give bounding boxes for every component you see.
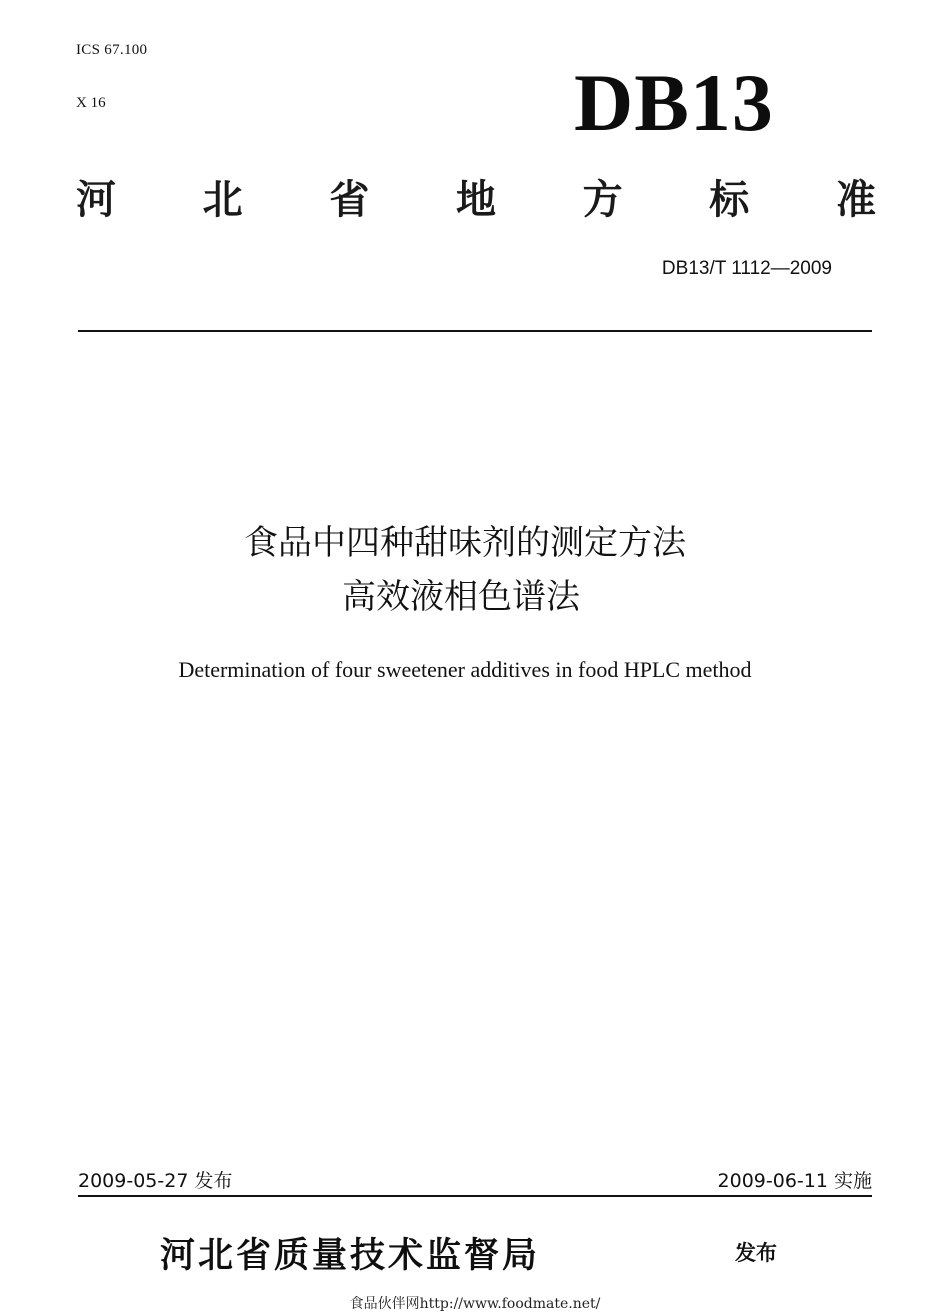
standard-type-char: 准	[835, 177, 876, 223]
issuing-suffix: 发布	[735, 1241, 777, 1265]
document-title-cn: 食品中四种甜味剂的测定方法	[244, 523, 686, 563]
standard-type-char: 方	[582, 177, 623, 223]
footer-divider	[78, 1195, 872, 1197]
implementation-date: 2009-06-11 实施	[717, 1170, 872, 1192]
issue-date: 2009-05-27 发布	[78, 1170, 233, 1192]
issuing-authority: 河北省质量技术监督局	[160, 1236, 541, 1276]
document-subtitle-cn: 高效液相色谱法	[342, 577, 580, 617]
standard-type-char: 河	[76, 177, 116, 223]
standard-type-char: 省	[329, 177, 370, 223]
ics-code: ICS 67.100	[76, 42, 148, 58]
standard-number: DB13/T 1112—2009	[661, 258, 832, 279]
header-divider	[78, 330, 872, 332]
document-title-en: Determination of four sweetener additives in food HPLC method	[178, 657, 752, 682]
footer-watermark: 食品伙伴网http://www.foodmate.net/	[349, 1296, 601, 1312]
standard-type-char: 地	[455, 177, 496, 223]
ccs-code: X 16	[76, 95, 106, 111]
standard-type-char: 北	[202, 177, 243, 223]
standard-logo: DB13	[574, 57, 774, 148]
standard-type-char: 标	[709, 177, 750, 223]
standard-type-heading	[76, 172, 876, 228]
